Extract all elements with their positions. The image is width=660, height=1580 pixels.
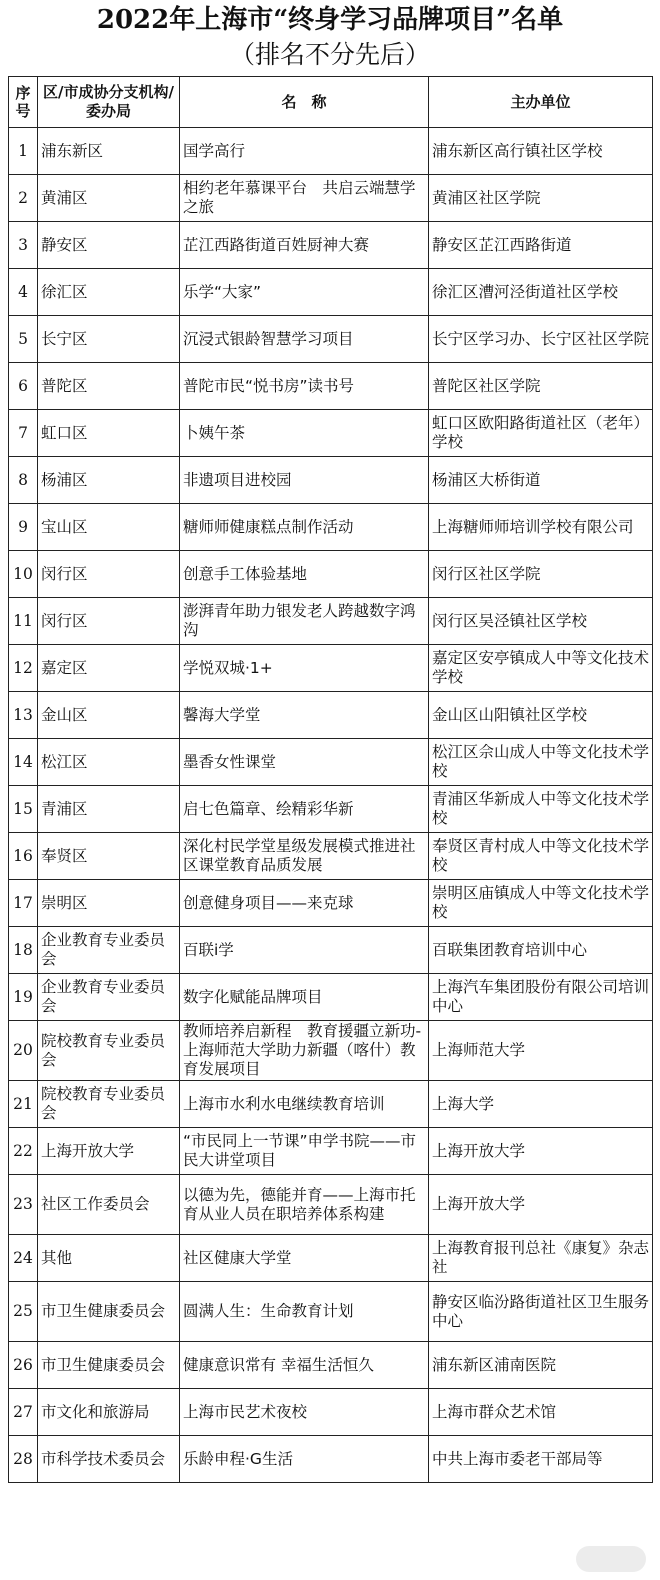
cell-name: 卜姨午茶 (180, 410, 429, 457)
cell-name: 圆满人生：生命教育计划 (180, 1282, 429, 1342)
cell-seq: 19 (9, 974, 38, 1021)
table-row (9, 1389, 653, 1436)
project-list-table (8, 76, 653, 1483)
cell-name: 非遗项目进校园 (180, 457, 429, 504)
cell-district: 浦东新区 (38, 128, 180, 175)
cell-organizer: 奉贤区青村成人中等文化技术学校 (429, 833, 653, 880)
cell-seq: 16 (9, 833, 38, 880)
cell-organizer: 上海教育报刊总社《康复》杂志社 (429, 1235, 653, 1282)
cell-name: 学悦双城·1+ (180, 645, 429, 692)
table-row (9, 786, 653, 833)
table-row (9, 1128, 653, 1175)
cell-seq: 5 (9, 316, 38, 363)
cell-district: 嘉定区 (38, 645, 180, 692)
cell-organizer: 上海糖师师培训学校有限公司 (429, 504, 653, 551)
page-title: 2022年上海市“终身学习品牌项目”名单 (96, 5, 564, 35)
cell-district: 闵行区 (38, 598, 180, 645)
table-row (9, 692, 653, 739)
cell-seq: 22 (9, 1128, 38, 1175)
table-row (9, 974, 653, 1021)
table-row (9, 175, 653, 222)
cell-organizer: 上海师范大学 (429, 1021, 653, 1081)
cell-name: 以德为先，德能并育——上海市托育从业人员在职培养体系构建 (180, 1175, 429, 1235)
cell-organizer: 杨浦区大桥街道 (429, 457, 653, 504)
table-row (9, 1282, 653, 1342)
cell-seq: 20 (9, 1021, 38, 1081)
watermark-logo (576, 1546, 646, 1572)
cell-name: 墨香女性课堂 (180, 739, 429, 786)
cell-organizer: 崇明区庙镇成人中等文化技术学校 (429, 880, 653, 927)
cell-seq: 26 (9, 1342, 38, 1389)
table-row (9, 222, 653, 269)
cell-district: 徐汇区 (38, 269, 180, 316)
cell-name: 数字化赋能品牌项目 (180, 974, 429, 1021)
cell-seq: 1 (9, 128, 38, 175)
cell-name: 普陀市民“悦书房”读书号 (180, 363, 429, 410)
cell-name: “市民同上一节课”申学书院——市民大讲堂项目 (180, 1128, 429, 1175)
cell-seq: 23 (9, 1175, 38, 1235)
cell-seq: 17 (9, 880, 38, 927)
table-row (9, 1436, 653, 1483)
cell-organizer: 浦东新区高行镇社区学校 (429, 128, 653, 175)
table-row (9, 1342, 653, 1389)
table-row (9, 880, 653, 927)
cell-name: 社区健康大学堂 (180, 1235, 429, 1282)
table-row (9, 363, 653, 410)
header-seq: 序号 (9, 77, 38, 128)
cell-seq: 21 (9, 1081, 38, 1128)
table-header-row (9, 77, 653, 128)
table-row (9, 269, 653, 316)
cell-district: 市科学技术委员会 (38, 1436, 180, 1483)
table-row (9, 645, 653, 692)
cell-seq: 3 (9, 222, 38, 269)
table-row (9, 551, 653, 598)
cell-seq: 24 (9, 1235, 38, 1282)
table-row (9, 833, 653, 880)
cell-organizer: 浦东新区浦南医院 (429, 1342, 653, 1389)
cell-district: 奉贤区 (38, 833, 180, 880)
cell-seq: 6 (9, 363, 38, 410)
cell-district: 金山区 (38, 692, 180, 739)
cell-organizer: 上海开放大学 (429, 1128, 653, 1175)
cell-district: 市卫生健康委员会 (38, 1342, 180, 1389)
cell-name: 百联i学 (180, 927, 429, 974)
cell-district: 市文化和旅游局 (38, 1389, 180, 1436)
table-row (9, 316, 653, 363)
cell-organizer: 上海大学 (429, 1081, 653, 1128)
cell-name: 健康意识常有 幸福生活恒久 (180, 1342, 429, 1389)
cell-district: 其他 (38, 1235, 180, 1282)
cell-seq: 15 (9, 786, 38, 833)
cell-district: 企业教育专业委员会 (38, 974, 180, 1021)
cell-name: 澎湃青年助力银发老人跨越数字鸿沟 (180, 598, 429, 645)
cell-organizer: 长宁区学习办、长宁区社区学院 (429, 316, 653, 363)
cell-name: 糖师师健康糕点制作活动 (180, 504, 429, 551)
cell-name: 上海市民艺术夜校 (180, 1389, 429, 1436)
cell-seq: 11 (9, 598, 38, 645)
cell-organizer: 中共上海市委老干部局等 (429, 1436, 653, 1483)
cell-name: 创意手工体验基地 (180, 551, 429, 598)
cell-organizer: 上海汽车集团股份有限公司培训中心 (429, 974, 653, 1021)
cell-district: 虹口区 (38, 410, 180, 457)
cell-seq: 14 (9, 739, 38, 786)
cell-district: 闵行区 (38, 551, 180, 598)
table-row (9, 927, 653, 974)
cell-seq: 10 (9, 551, 38, 598)
header-district: 区/市成协分支机构/委办局 (38, 77, 180, 128)
cell-name: 创意健身项目——来克球 (180, 880, 429, 927)
table-row (9, 1175, 653, 1235)
cell-name: 芷江西路街道百姓厨神大赛 (180, 222, 429, 269)
cell-district: 普陀区 (38, 363, 180, 410)
cell-name: 教师培养启新程 教育援疆立新功-上海师范大学助力新疆（喀什）教育发展项目 (180, 1021, 429, 1081)
cell-organizer: 上海开放大学 (429, 1175, 653, 1235)
cell-seq: 12 (9, 645, 38, 692)
cell-organizer: 虹口区欧阳路街道社区（老年）学校 (429, 410, 653, 457)
cell-organizer: 金山区山阳镇社区学校 (429, 692, 653, 739)
cell-name: 国学高行 (180, 128, 429, 175)
cell-organizer: 嘉定区安亭镇成人中等文化技术学校 (429, 645, 653, 692)
cell-district: 院校教育专业委员会 (38, 1021, 180, 1081)
cell-organizer: 上海市群众艺术馆 (429, 1389, 653, 1436)
cell-district: 上海开放大学 (38, 1128, 180, 1175)
cell-seq: 8 (9, 457, 38, 504)
cell-name: 乐学“大家” (180, 269, 429, 316)
cell-district: 企业教育专业委员会 (38, 927, 180, 974)
cell-name: 沉浸式银龄智慧学习项目 (180, 316, 429, 363)
header-name: 名 称 (180, 77, 429, 128)
cell-name: 相约老年慕课平台 共启云端慧学之旅 (180, 175, 429, 222)
cell-district: 静安区 (38, 222, 180, 269)
cell-seq: 4 (9, 269, 38, 316)
cell-seq: 28 (9, 1436, 38, 1483)
cell-district: 松江区 (38, 739, 180, 786)
cell-organizer: 松江区佘山成人中等文化技术学校 (429, 739, 653, 786)
cell-seq: 7 (9, 410, 38, 457)
cell-organizer: 青浦区华新成人中等文化技术学校 (429, 786, 653, 833)
page-subtitle: （排名不分先后） (229, 40, 430, 69)
cell-name: 乐龄申程·G生活 (180, 1436, 429, 1483)
cell-district: 黄浦区 (38, 175, 180, 222)
cell-name: 启七色篇章、绘精彩华新 (180, 786, 429, 833)
cell-district: 崇明区 (38, 880, 180, 927)
cell-seq: 27 (9, 1389, 38, 1436)
cell-organizer: 静安区芷江西路街道 (429, 222, 653, 269)
cell-organizer: 闵行区吴泾镇社区学校 (429, 598, 653, 645)
cell-seq: 9 (9, 504, 38, 551)
cell-district: 长宁区 (38, 316, 180, 363)
cell-seq: 18 (9, 927, 38, 974)
table-row (9, 739, 653, 786)
cell-name: 馨海大学堂 (180, 692, 429, 739)
table-row (9, 410, 653, 457)
cell-district: 青浦区 (38, 786, 180, 833)
cell-organizer: 徐汇区漕河泾街道社区学校 (429, 269, 653, 316)
cell-seq: 2 (9, 175, 38, 222)
table-row (9, 504, 653, 551)
table-row (9, 457, 653, 504)
table-row (9, 1081, 653, 1128)
cell-district: 市卫生健康委员会 (38, 1282, 180, 1342)
cell-organizer: 普陀区社区学院 (429, 363, 653, 410)
table-row (9, 598, 653, 645)
table-row (9, 128, 653, 175)
cell-seq: 13 (9, 692, 38, 739)
cell-district: 社区工作委员会 (38, 1175, 180, 1235)
cell-organizer: 静安区临汾路街道社区卫生服务中心 (429, 1282, 653, 1342)
cell-district: 杨浦区 (38, 457, 180, 504)
cell-seq: 25 (9, 1282, 38, 1342)
cell-name: 上海市水利水电继续教育培训 (180, 1081, 429, 1128)
cell-district: 宝山区 (38, 504, 180, 551)
table-body (9, 128, 653, 1483)
cell-organizer: 百联集团教育培训中心 (429, 927, 653, 974)
table-row (9, 1021, 653, 1081)
cell-name: 深化村民学堂星级发展模式推进社区课堂教育品质发展 (180, 833, 429, 880)
cell-organizer: 黄浦区社区学院 (429, 175, 653, 222)
table-row (9, 1235, 653, 1282)
header-organizer: 主办单位 (429, 77, 653, 128)
cell-organizer: 闵行区社区学院 (429, 551, 653, 598)
cell-district: 院校教育专业委员会 (38, 1081, 180, 1128)
